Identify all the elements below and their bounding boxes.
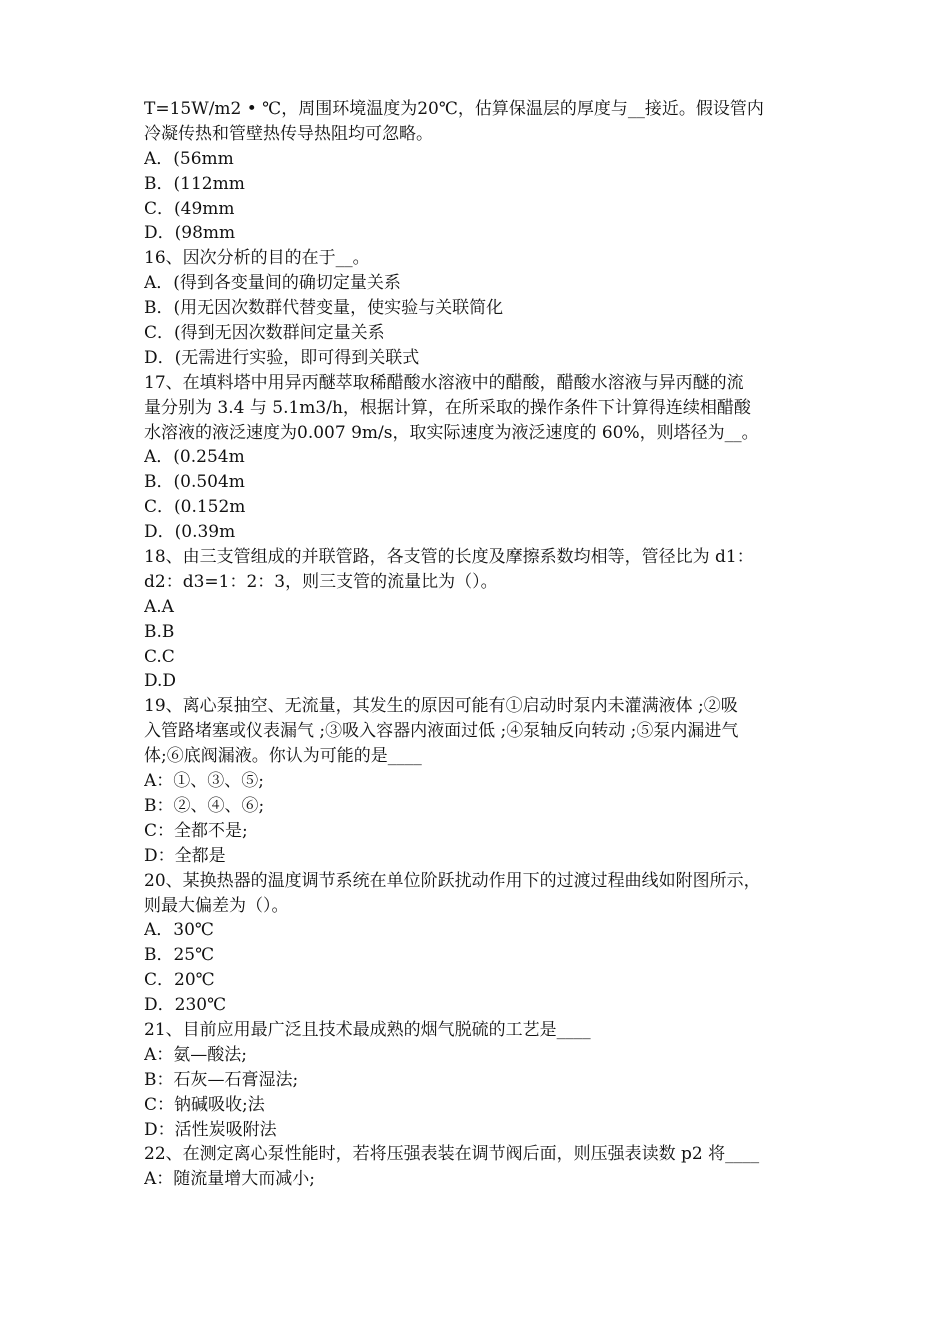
option-b: B.B [144, 621, 175, 642]
option-c: C：全都不是; [144, 820, 248, 841]
option-a: A.A [144, 596, 174, 617]
option-d: D：全都是 [144, 845, 226, 866]
option-a: A．(0.254m [144, 447, 245, 468]
text-line: 入管路堵塞或仪表漏气 ;③吸入容器内液面过低 ;④泵轴反向转动 ;⑤泵内漏进气 [144, 721, 739, 742]
text-line: 冷凝传热和管壁热传导热阻均可忽略。 [144, 123, 433, 144]
option-a: A．(得到各变量间的确切定量关系 [144, 273, 401, 294]
text-line: 则最大偏差为（）。 [144, 895, 289, 916]
text-line: 水溶液的液泛速度为0.007 9m/s，取实际速度为液泛速度的 60%，则塔径为__。 [144, 422, 759, 443]
option-a: A：①、③、⑤; [144, 771, 265, 792]
question-21: 21、目前应用最广泛且技术最成熟的烟气脱硫的工艺是____ [144, 1019, 591, 1040]
text-line: d2：d3=1：2：3，则三支管的流量比为（）。 [144, 571, 498, 592]
question-20: 20、某换热器的温度调节系统在单位阶跃扰动作用下的过渡过程曲线如附图所示， [144, 870, 761, 891]
question-18: 18、由三支管组成的并联管路，各支管的长度及摩擦系数均相等，管径比为 d1： [144, 547, 754, 568]
option-d: D.D [144, 671, 177, 692]
option-d: D．(无需进行实验，即可得到关联式 [144, 347, 420, 368]
document-body [144, 97, 824, 1192]
option-c: C．(49mm [144, 198, 235, 219]
text-line: T=15W/m2 • ℃，周围环境温度为20℃，估算保温层的厚度与__接近。假设管内 [144, 99, 764, 119]
option-d: D．(0.39m [144, 522, 236, 543]
option-c: C．(0.152m [144, 497, 246, 518]
option-d: D：活性炭吸附法 [144, 1119, 277, 1140]
text-line: 量分别为 3.4 与 5.1m3/h，根据计算，在所采取的操作条件下计算得连续相醋酸 [144, 397, 751, 418]
option-c: C.C [144, 646, 175, 667]
option-a: A：氨—酸法; [144, 1044, 248, 1065]
text-line: 体;⑥底阀漏液。你认为可能的是____ [144, 746, 422, 767]
option-b: B：石灰—石膏湿法; [144, 1069, 299, 1090]
option-a: A：随流量增大而减小; [144, 1169, 316, 1190]
option-b: B．(0.504m [144, 472, 245, 493]
option-d: D．230℃ [144, 995, 227, 1016]
option-b: B：②、④、⑥; [144, 795, 265, 816]
option-a: A．30℃ [144, 920, 214, 941]
option-a: A．(56mm [144, 148, 234, 169]
option-c: C．(得到无因次数群间定量关系 [144, 323, 385, 344]
question-19: 19、离心泵抽空、无流量，其发生的原因可能有①启动时泵内未灌满液体 ;②吸 [144, 696, 738, 717]
option-b: B．(112mm [144, 173, 245, 194]
option-c: C．20℃ [144, 970, 215, 991]
question-22: 22、在测定离心泵性能时，若将压强表装在调节阀后面，则压强表读数 p2 将____ [144, 1144, 760, 1165]
option-b: B．25℃ [144, 945, 215, 966]
option-d: D．(98mm [144, 223, 236, 244]
question-16: 16、因次分析的目的在于__。 [144, 248, 370, 269]
option-b: B．(用无因次数群代替变量，使实验与关联简化 [144, 298, 504, 319]
question-17: 17、在填料塔中用异丙醚萃取稀醋酸水溶液中的醋酸，醋酸水溶液与异丙醚的流 [144, 372, 744, 393]
option-c: C：钠碱吸收;法 [144, 1094, 265, 1115]
